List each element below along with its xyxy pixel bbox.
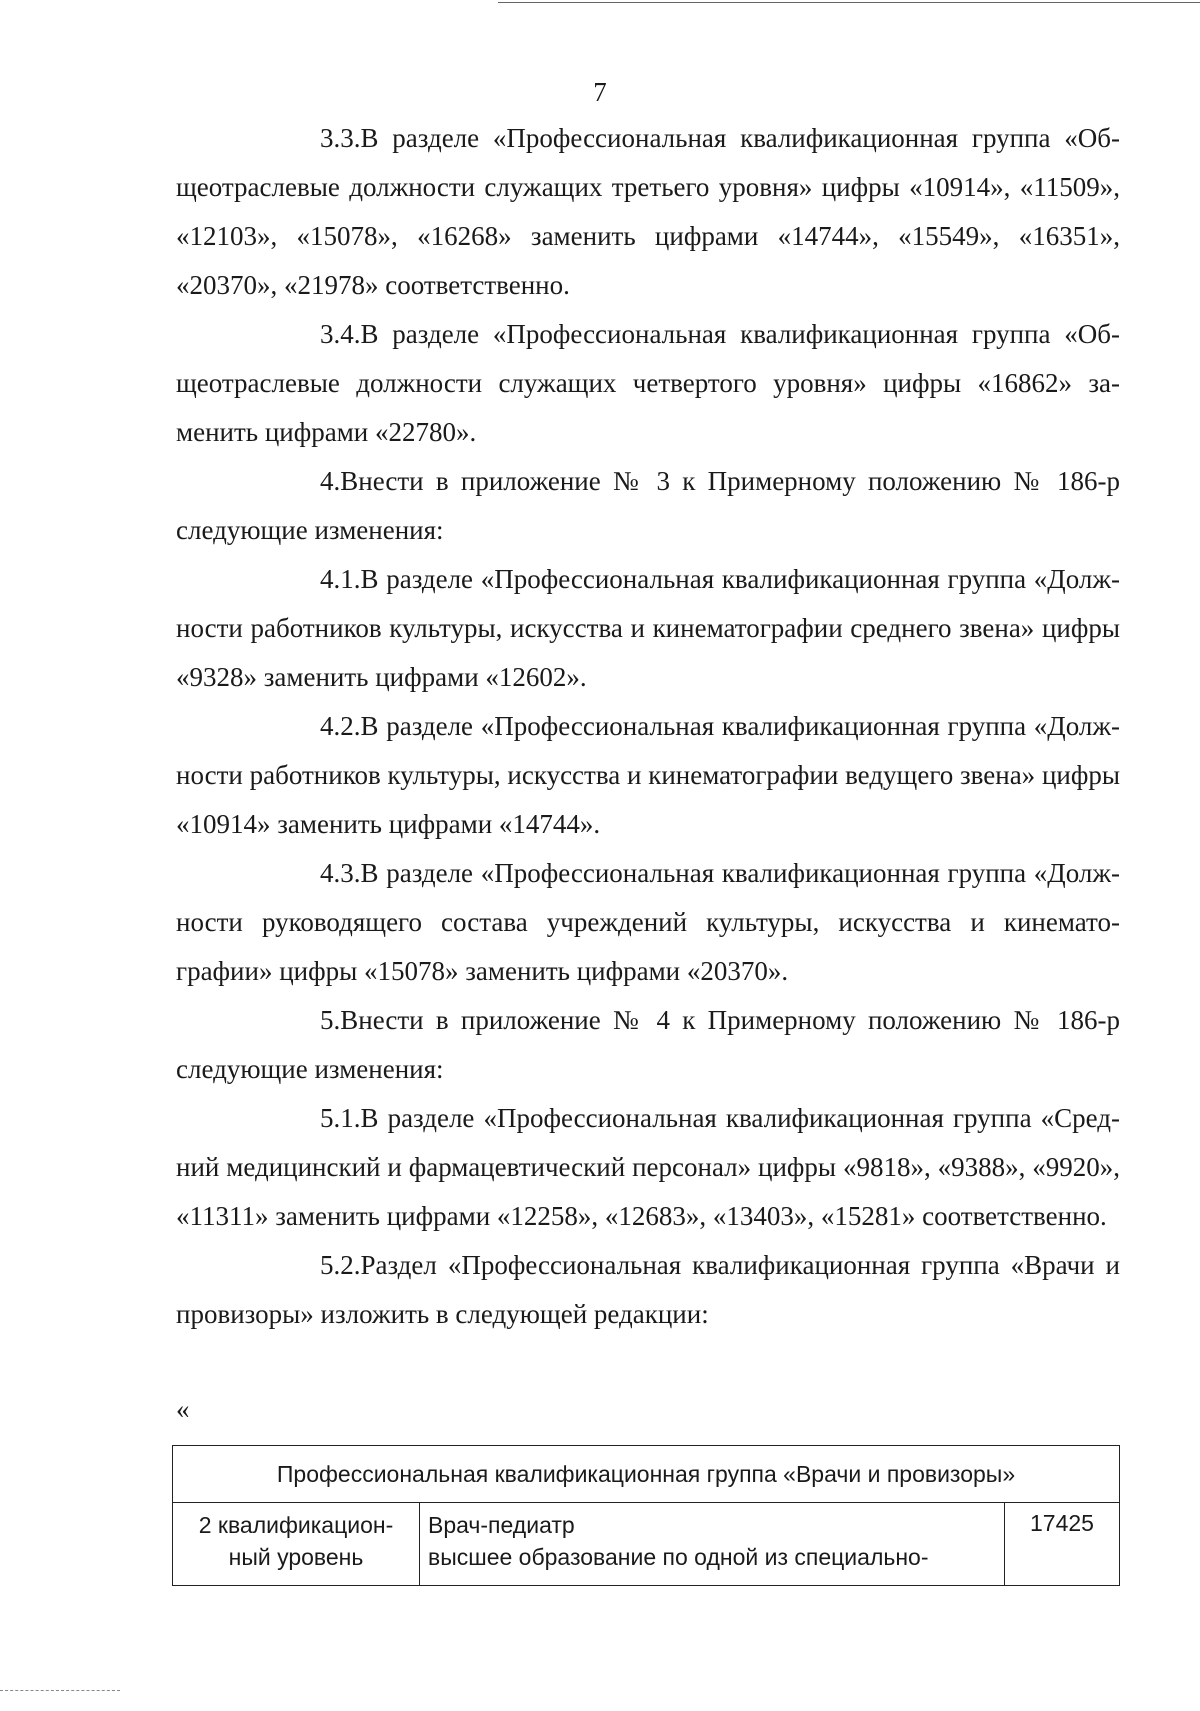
- paragraph-number: 5.1.: [320, 1103, 361, 1133]
- level-line-1: 2 квалификацион-: [198, 1512, 394, 1538]
- paragraph-4-1: [176, 555, 1120, 702]
- paragraph-3-3: [176, 114, 1120, 310]
- position-cell: [420, 1503, 1005, 1586]
- paragraph-text: В разделе «Профессиональная квалификационная группа «Должности руководящего состава учреждений культуры, искусства и кинематографии» цифры «15078» заменить цифрами «20370».: [176, 858, 1120, 986]
- paragraph-number: 4.1.: [320, 564, 361, 594]
- paragraph-text: В разделе «Профессиональная квалификационная группа «Должности работников культуры, искусства и кинематографии ведущего звена» цифры «10914» заменить цифрами «14744».: [176, 711, 1120, 839]
- paragraph-number: 3.3.: [320, 123, 361, 153]
- table-row: [173, 1503, 1120, 1586]
- salary-cell: 17425: [1005, 1503, 1120, 1586]
- paragraph-5-1: [176, 1094, 1120, 1241]
- bottom-edge-rule: [0, 1690, 120, 1691]
- paragraph-text: Внести в приложение № 3 к Примерному положению № 186-р следующие изменения:: [176, 466, 1120, 545]
- table-header-cell: Профессиональная квалификационная группа «Врачи и провизоры»: [173, 1446, 1120, 1503]
- paragraph-3-4: [176, 310, 1120, 457]
- paragraph-number: 5.: [320, 1005, 341, 1035]
- top-edge-rule: [498, 2, 1200, 3]
- document-body: [176, 114, 1120, 1339]
- paragraph-5: [176, 996, 1120, 1094]
- qualification-level-cell: [173, 1503, 420, 1586]
- paragraph-text: Внести в приложение № 4 к Примерному положению № 186-р следующие изменения:: [176, 1005, 1120, 1084]
- paragraph-number: 4.2.: [320, 711, 361, 741]
- table-header-row: [173, 1446, 1120, 1503]
- paragraph-4-3: [176, 849, 1120, 996]
- opening-quote-mark: «: [176, 1394, 190, 1424]
- page-number: 7: [593, 77, 607, 107]
- paragraph-text: В разделе «Профессиональная квалификационная группа «Общеотраслевые должности служащих четвертого уровня» цифры «16862» заменить цифрами «22780».: [176, 319, 1120, 447]
- paragraph-5-2: [176, 1241, 1120, 1339]
- paragraph-text: В разделе «Профессиональная квалификационная группа «Общеотраслевые должности служащих третьего уровня» цифры «10914», «11509», «12103», «15078», «16268» заменить цифрами «14744», «15549», «16351», «20370», «21978» соответственно.: [176, 123, 1120, 300]
- paragraph-4-2: [176, 702, 1120, 849]
- paragraph-text: В разделе «Профессиональная квалификационная группа «Должности работников культуры, искусства и кинематографии среднего звена» цифры «9328» заменить цифрами «12602».: [176, 564, 1120, 692]
- paragraph-text: Раздел «Профессиональная квалификационная группа «Врачи и провизоры» изложить в следующей редакции:: [176, 1250, 1120, 1329]
- paragraph-number: 5.2.: [320, 1250, 361, 1280]
- paragraph-number: 4.: [320, 466, 341, 496]
- qualification-group-table: [172, 1445, 1120, 1586]
- paragraph-text: В разделе «Профессиональная квалификационная группа «Средний медицинский и фармацевтический персонал» цифры «9818», «9388», «9920», «11311» заменить цифрами «12258», «12683», «13403», «15281» соответственно.: [176, 1103, 1120, 1231]
- position-requirement: высшее образование по одной из специально-: [428, 1544, 929, 1570]
- paragraph-number: 3.4.: [320, 319, 361, 349]
- level-line-2: ный уровень: [228, 1544, 364, 1570]
- paragraph-4: [176, 457, 1120, 555]
- paragraph-number: 4.3.: [320, 858, 361, 888]
- position-title: Врач-педиатр: [428, 1512, 575, 1538]
